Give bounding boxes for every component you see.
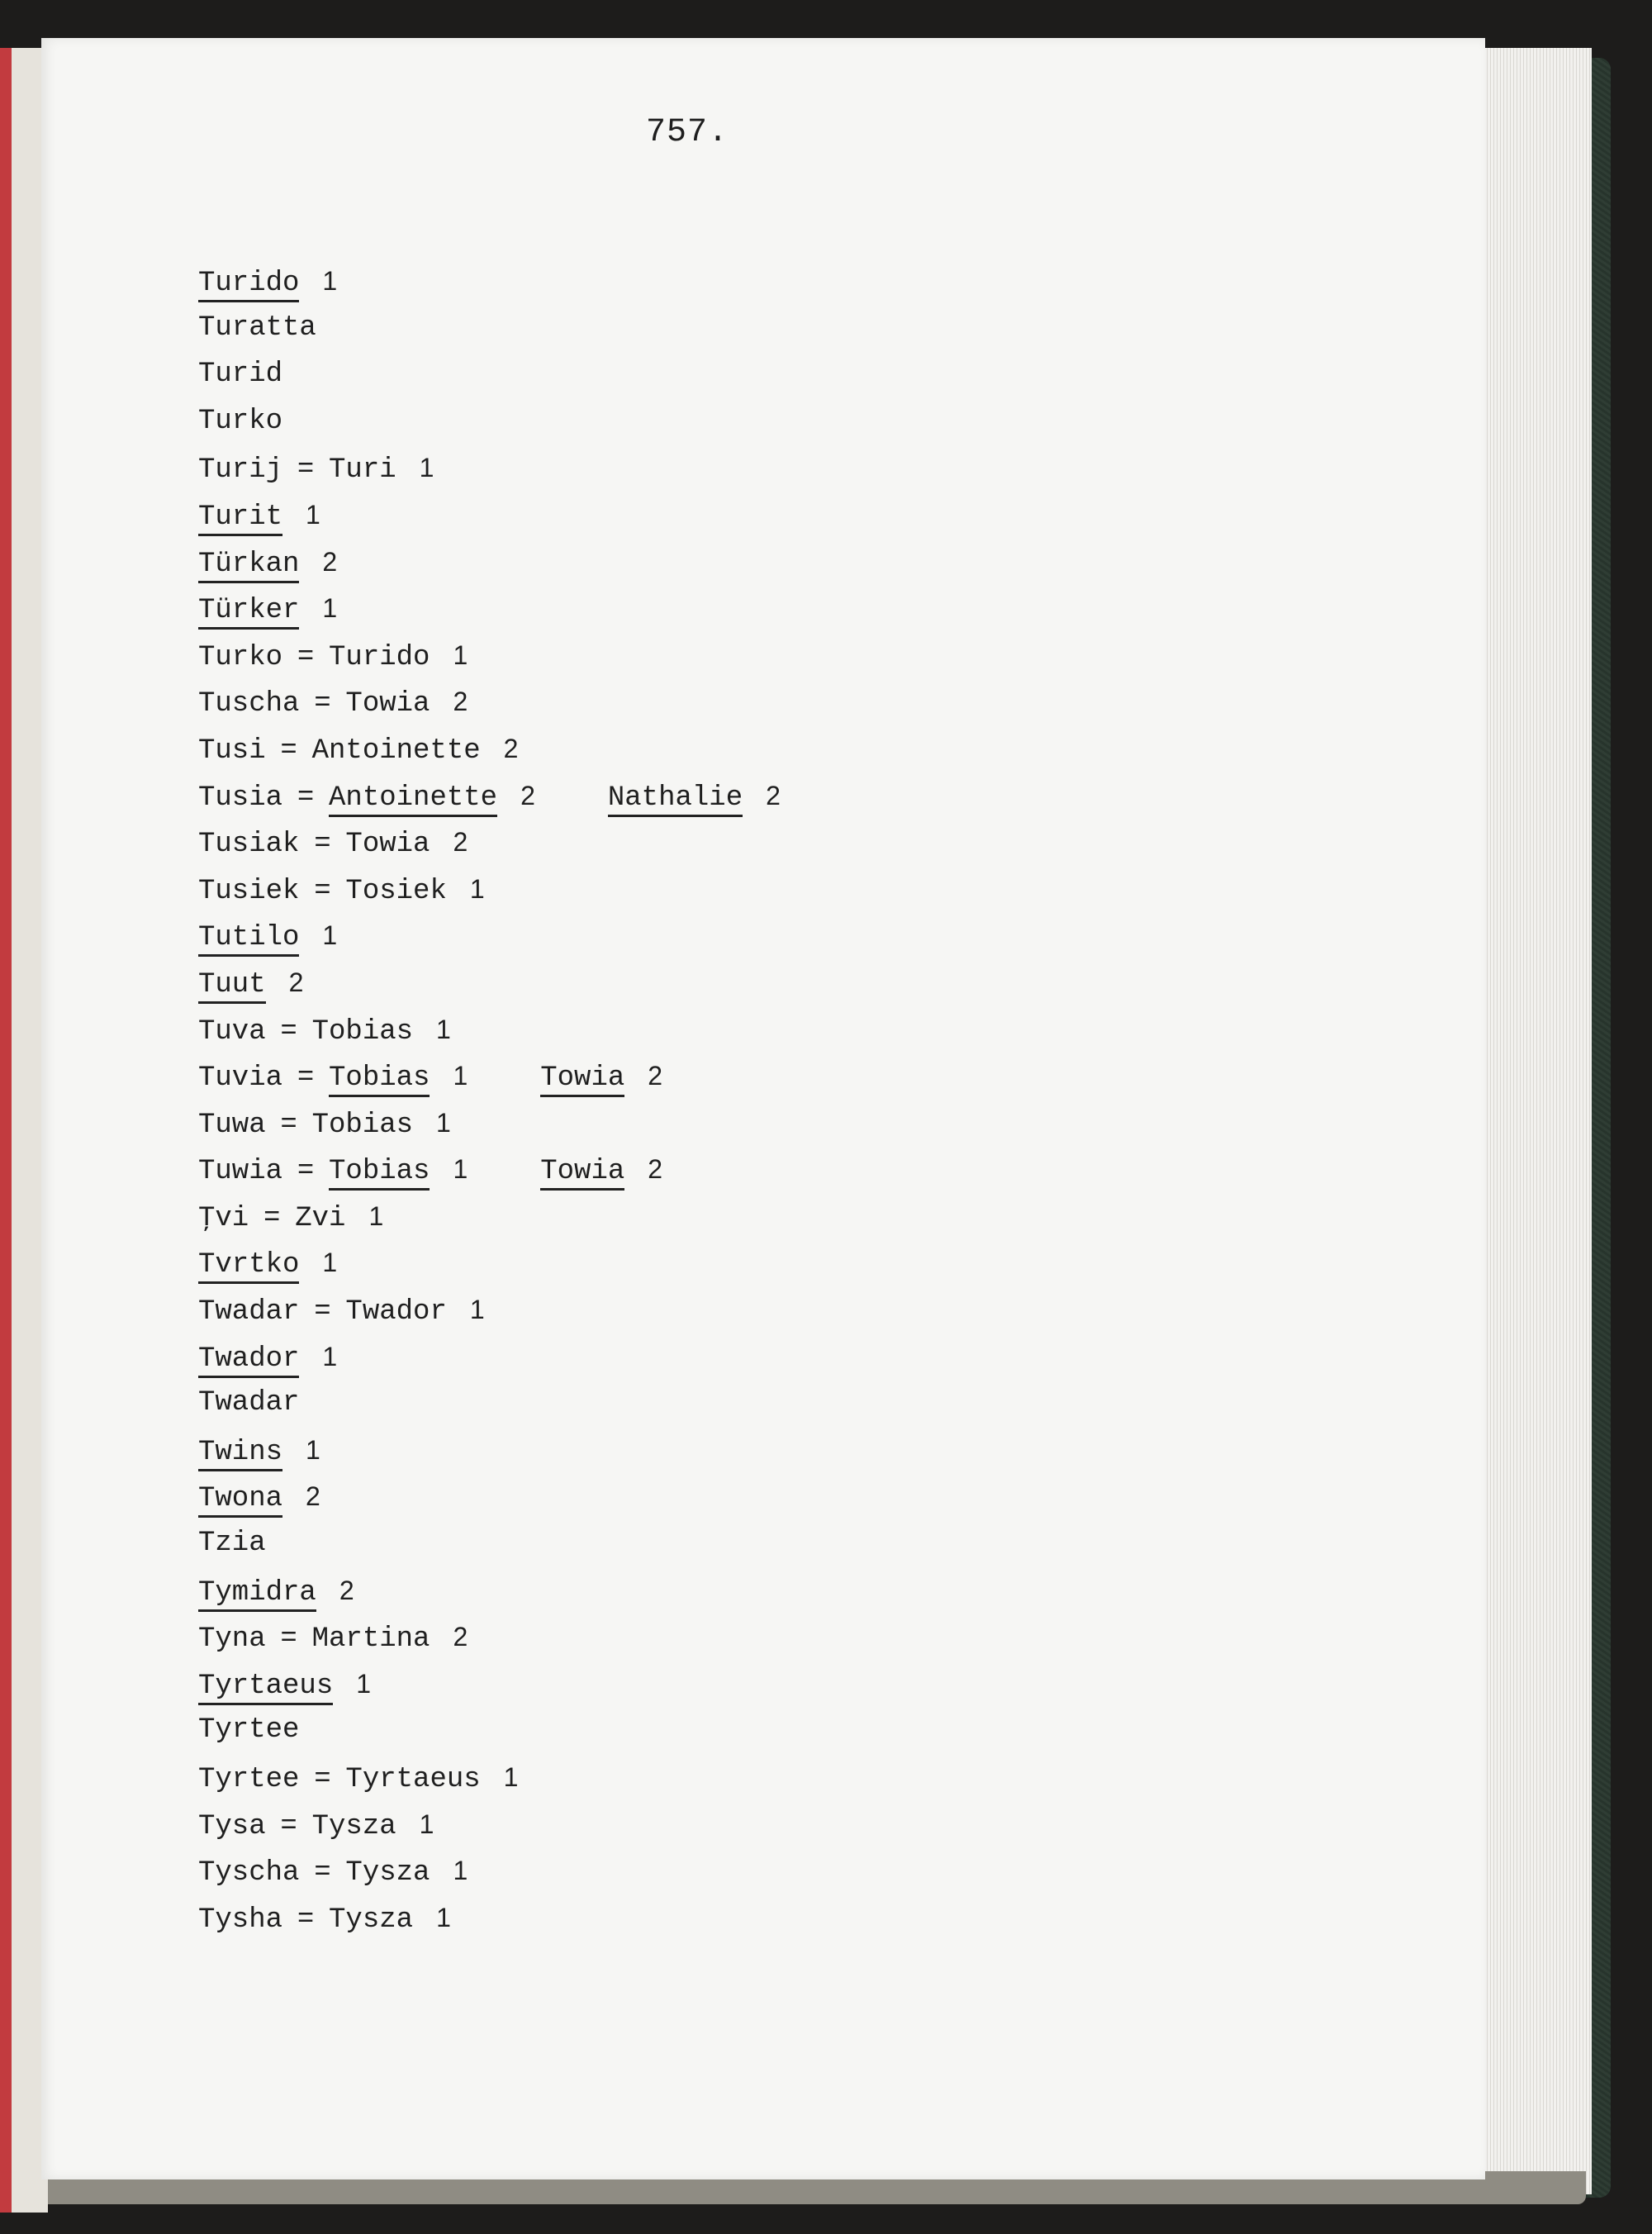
- entry-count: 1: [436, 1902, 451, 1932]
- entry-count: 1: [453, 1856, 468, 1886]
- entry-name: Tuva: [198, 1015, 266, 1048]
- list-item: [198, 912, 781, 959]
- entry-synonym: Tobias: [329, 1155, 430, 1191]
- entry-synonym: Tobias: [311, 1109, 414, 1141]
- entry-name: Turid: [198, 359, 283, 391]
- entry-name: Tyrtee: [198, 1764, 300, 1795]
- equals-sign: =: [280, 1623, 297, 1656]
- list-item: [198, 1380, 781, 1427]
- list-item: [198, 585, 781, 632]
- entry-name: Tuwia: [198, 1156, 283, 1188]
- entry-count: 1: [469, 873, 485, 904]
- list-item: [198, 1847, 781, 1894]
- entry-name: Twins: [198, 1436, 282, 1471]
- entry-name: Türker: [198, 594, 299, 630]
- entry-alternate-count: 2: [648, 1154, 663, 1185]
- entry-name: Tyna: [198, 1623, 266, 1656]
- entry-count: 2: [339, 1575, 354, 1605]
- entry-count: 1: [356, 1668, 372, 1699]
- entry-count: 1: [436, 1014, 451, 1044]
- list-item: [198, 444, 781, 492]
- entry-alternate-count: 2: [766, 780, 781, 810]
- entry-name: Ţvi: [198, 1202, 249, 1234]
- entry-alternate: Towia: [540, 1062, 624, 1097]
- document-page: [41, 38, 1485, 2179]
- entry-synonym: Turido: [329, 641, 430, 673]
- equals-sign: =: [297, 1156, 315, 1188]
- entry-name: Turit: [198, 501, 282, 536]
- entry-name: Twadar: [198, 1387, 300, 1419]
- entry-name: Tusia: [198, 782, 283, 814]
- list-item: [198, 1473, 781, 1520]
- entry-name: Turido: [198, 267, 299, 302]
- equals-sign: =: [280, 734, 297, 767]
- list-item: [198, 1894, 781, 1942]
- entry-count: 1: [306, 1434, 320, 1465]
- entry-synonym: Tosiek: [345, 875, 447, 907]
- entry-count: 1: [453, 1061, 468, 1091]
- entry-synonym: Tysza: [329, 1904, 414, 1936]
- entry-count: 2: [453, 1622, 468, 1652]
- equals-sign: =: [314, 875, 331, 907]
- entry-name: Tusi: [198, 734, 266, 767]
- list-item: [198, 1661, 781, 1708]
- entry-name: Twona: [198, 1482, 282, 1518]
- equals-sign: =: [297, 454, 315, 487]
- alternate-form: [540, 1146, 662, 1195]
- list-item: [198, 725, 781, 772]
- entry-synonym: Antoinette: [311, 734, 481, 767]
- entry-name: Tysha: [198, 1904, 283, 1936]
- entry-synonym: Twador: [345, 1296, 447, 1329]
- entry-name: Tuwa: [198, 1109, 266, 1141]
- entry-name: Tvrtko: [198, 1248, 299, 1284]
- list-item: [198, 1146, 781, 1193]
- equals-sign: =: [314, 1764, 331, 1795]
- entry-name: Tyrtaeus: [198, 1670, 333, 1705]
- entry-count: 1: [503, 1762, 519, 1792]
- equals-sign: =: [314, 688, 331, 720]
- entry-count: 1: [453, 639, 468, 670]
- entry-synonym: Tobias: [311, 1015, 414, 1048]
- equals-sign: =: [280, 1109, 297, 1141]
- page-number: 757.: [646, 114, 729, 151]
- equals-sign: =: [280, 1015, 297, 1048]
- list-item: [198, 819, 781, 866]
- list-item: [198, 1520, 781, 1567]
- entry-synonym: Martina: [311, 1623, 430, 1656]
- list-item: [198, 1006, 781, 1053]
- entry-alternate: Nathalie: [608, 782, 743, 817]
- name-index-list: [198, 258, 781, 1941]
- entry-count: 1: [322, 593, 338, 624]
- list-item: [198, 258, 781, 305]
- entry-name: Tyscha: [198, 1857, 300, 1889]
- entry-name: Turko: [198, 641, 283, 673]
- entry-synonym: Tyrtaeus: [345, 1764, 481, 1795]
- equals-sign: =: [263, 1202, 281, 1234]
- list-item: [198, 305, 781, 352]
- entry-count: 1: [368, 1200, 384, 1231]
- entry-name: Tuvia: [198, 1062, 283, 1095]
- entry-name: Tyrtee: [198, 1714, 300, 1747]
- list-item: [198, 1053, 781, 1100]
- entry-name: Turij: [198, 454, 283, 487]
- equals-sign: =: [297, 641, 315, 673]
- entry-count: 2: [503, 733, 519, 763]
- equals-sign: =: [280, 1810, 297, 1842]
- entry-count: 1: [469, 1295, 485, 1325]
- page-edges: [1483, 48, 1592, 2194]
- entry-alternate: Towia: [540, 1155, 624, 1191]
- list-item: [198, 1100, 781, 1147]
- entry-count: 1: [322, 266, 338, 296]
- entry-name: Tysa: [198, 1810, 266, 1842]
- list-item: [198, 632, 781, 679]
- entry-synonym: Towia: [345, 688, 430, 720]
- entry-synonym: Antoinette: [329, 782, 497, 817]
- entry-name: Tymidra: [198, 1576, 316, 1612]
- entry-count: 2: [453, 827, 468, 858]
- list-item: [198, 866, 781, 913]
- alternate-form: [608, 772, 781, 822]
- list-item: [198, 351, 781, 398]
- list-item: [198, 398, 781, 445]
- entry-name: Tuut: [198, 968, 266, 1004]
- list-item: [198, 1239, 781, 1286]
- entry-count: 2: [322, 546, 338, 577]
- entry-name: Twador: [198, 1343, 299, 1378]
- alternate-form: [540, 1053, 662, 1102]
- equals-sign: =: [297, 782, 315, 814]
- entry-name: Twadar: [198, 1296, 300, 1329]
- entry-count: 1: [322, 1341, 338, 1371]
- entry-count: 1: [419, 453, 434, 483]
- equals-sign: =: [297, 1062, 315, 1095]
- list-item: [198, 1286, 781, 1333]
- list-item: [198, 1801, 781, 1848]
- entry-synonym: Zvi: [295, 1202, 346, 1234]
- list-item: [198, 1567, 781, 1614]
- entry-count: 1: [436, 1107, 451, 1138]
- equals-sign: =: [314, 1296, 331, 1329]
- entry-synonym: Tysza: [345, 1857, 430, 1889]
- equals-sign: =: [314, 1857, 331, 1889]
- list-item: [198, 539, 781, 586]
- entry-count: 1: [419, 1809, 434, 1839]
- entry-name: Tutilo: [198, 921, 299, 957]
- entry-name: Türkan: [198, 548, 299, 583]
- entry-alternate-count: 2: [648, 1061, 663, 1091]
- entry-count: 1: [453, 1154, 468, 1185]
- entry-count: 1: [322, 1248, 338, 1278]
- list-item: [198, 1193, 781, 1240]
- entry-name: Turko: [198, 405, 283, 437]
- list-item: [198, 1707, 781, 1754]
- entry-count: 2: [306, 1481, 320, 1512]
- list-item: [198, 492, 781, 539]
- list-item: [198, 1614, 781, 1661]
- equals-sign: =: [314, 829, 331, 861]
- entry-synonym: Turi: [329, 454, 396, 487]
- list-item: [198, 678, 781, 725]
- entry-count: 2: [453, 687, 468, 717]
- entry-name: Tusiek: [198, 875, 300, 907]
- entry-count: 1: [306, 499, 320, 530]
- entry-name: Tzia: [198, 1528, 266, 1560]
- list-item: [198, 1427, 781, 1474]
- entry-name: Tuscha: [198, 688, 300, 720]
- entry-count: 2: [288, 967, 304, 997]
- list-item: [198, 959, 781, 1006]
- list-item: [198, 1754, 781, 1801]
- entry-name: Tusiak: [198, 829, 300, 861]
- entry-name: Turatta: [198, 311, 316, 344]
- entry-count: 2: [520, 780, 535, 810]
- list-item: [198, 772, 781, 820]
- entry-synonym: Towia: [345, 829, 430, 861]
- entry-synonym: Tysza: [311, 1810, 396, 1842]
- equals-sign: =: [297, 1904, 315, 1936]
- entry-count: 1: [322, 920, 338, 951]
- entry-synonym: Tobias: [329, 1062, 430, 1097]
- list-item: [198, 1333, 781, 1381]
